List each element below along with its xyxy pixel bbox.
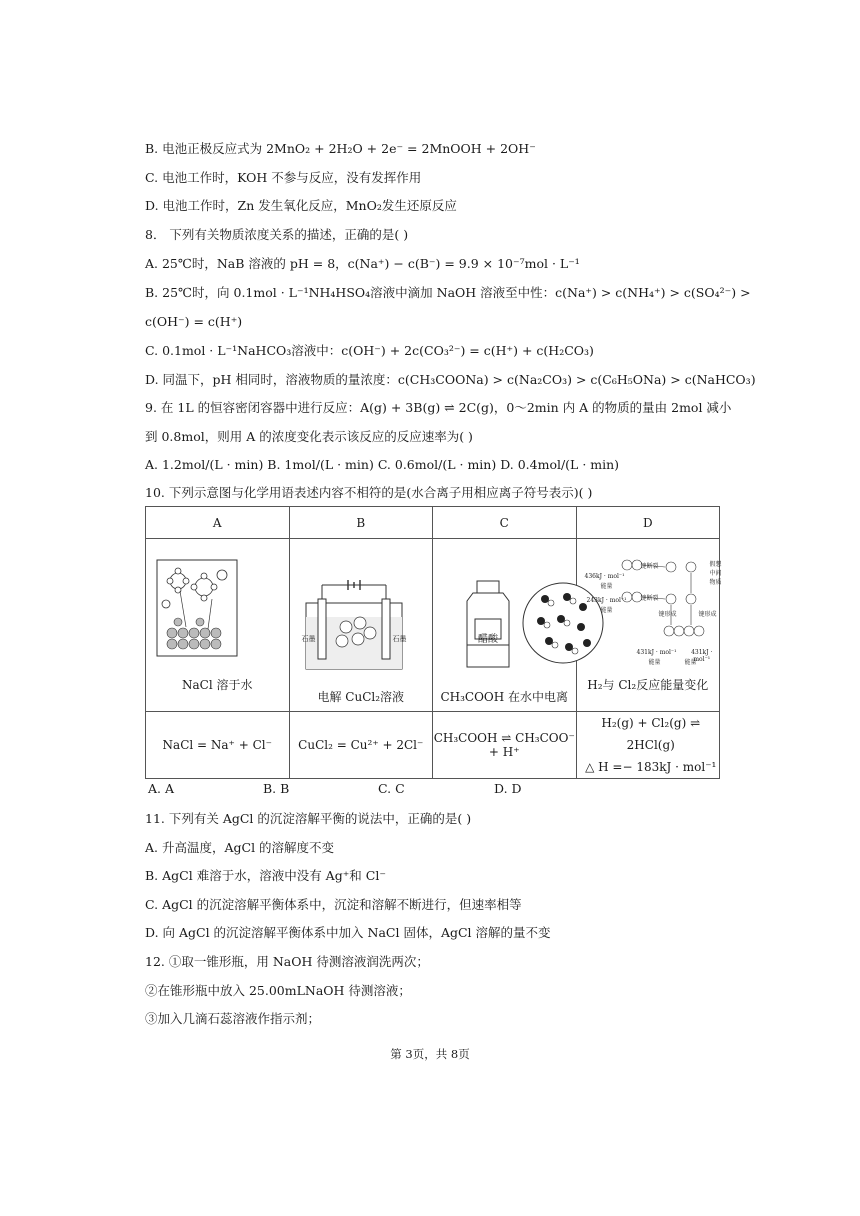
energy-431-a-label: 能量 [648,659,661,666]
equation-d [576,712,720,779]
energy-431-b-label: 能量 [684,659,697,666]
q10-option-d: D. D [494,781,522,796]
q10-option-a: A. A [148,781,175,796]
q8-option-c: C. 0.1mol · L⁻¹NaHCO₃溶液中：c(OH⁻) + 2c(CO₃²⁻) = c(H⁺) + c(H₂CO₃) [145,343,594,358]
table-header-c: C [433,507,577,539]
energy-243: 243kJ · mol⁻¹ [586,597,627,604]
q8-stem: 8． 下列有关物质浓度关系的描述，正确的是( ) [145,227,409,242]
q8-option-a: A. 25℃时，NaB 溶液的 pH = 8，c(Na⁺) − c(B⁻) = 9.9 × 10⁻⁷mol · L⁻¹ [145,256,580,271]
bond-form-2: 键形成 [698,611,717,618]
bond-break-2: 键断裂 [640,595,659,602]
equation-a: NaCl = Na⁺ + Cl⁻ [146,712,290,779]
q9-options: A. 1.2mol/(L · min) B. 1mol/(L · min) C. 0.6mol/(L · min) D. 0.4mol/(L · min) [145,457,620,472]
equation-d-reaction: H₂(g) + Cl₂(g) ⇌ 2HCl(g) [601,716,701,752]
q8-option-d: D. 同温下，pH 相同时，溶液物质的量浓度：c(CH₃COONa) > c(Na₂CO₃) > c(C₆H₅ONa) > c(NaHCO₃) [145,372,756,387]
table-header-d: D [576,507,720,539]
q11-option-c: C. AgCl 的沉淀溶解平衡体系中，沉淀和溶解不断进行，但速率相等 [145,897,522,912]
equation-b: CuCl₂ = Cu²⁺ + 2Cl⁻ [289,712,433,779]
equation-d-enthalpy: △ H =− 183kJ · mol⁻¹ [585,760,717,774]
q12-step-3: ③加入几滴石蕊溶液作指示剂； [145,1011,321,1026]
vinegar-label: 醋酸 [478,634,498,645]
q11-option-d: D. 向 AgCl 的沉淀溶解平衡体系中加入 NaCl 固体，AgCl 溶解的量不变 [145,925,551,940]
hypothetical-intermediate: 假想中间物质 [709,561,722,586]
q8-option-b: B. 25℃时，向 0.1mol · L⁻¹NH₄HSO₄溶液中滴加 NaOH 溶液至中性：c(Na⁺) > c(NH₄⁺) > c(SO₄²⁻) > [145,285,751,300]
caption-a: NaCl 溶于水 [182,678,253,692]
figure-cell-c [433,539,577,712]
q11-option-a: A. 升高温度，AgCl 的溶解度不变 [145,840,335,855]
bond-form-1: 键形成 [658,611,677,618]
q7-option-d: D. 电池工作时，Zn 发生氧化反应，MnO₂发生还原反应 [145,198,457,213]
q9-stem: 9. 在 1L 的恒容密闭容器中进行反应：A(g) + 3B(g) ⇌ 2C(g)，0～2min 内 A 的物质的量由 2mol 减小 [145,400,732,415]
nacl-dissolution-figure [156,559,238,657]
energy-436: 436kJ · mol⁻¹ [584,573,625,580]
caption-d: H₂与 Cl₂反应能量变化 [587,678,709,692]
q9-stem-cont: 到 0.8mol，则用 A 的浓度变化表示该反应的反应速率为( ) [145,429,473,444]
bond-break-1: 键断裂 [640,563,659,570]
energy-431-b: 431kJ · mol⁻¹ [691,649,713,663]
energy-431-a: 431kJ · mol⁻¹ [636,649,677,656]
q8-option-b-cont: c(OH⁻) = c(H⁺) [145,314,243,329]
figure-cell-d [576,539,720,712]
graphite-label-left: 石墨 [301,635,316,643]
q7-option-c: C. 电池工作时，KOH 不参与反应，没有发挥作用 [145,170,422,185]
q10-option-b: B. B [263,781,290,796]
equation-c: CH₃COOH ⇌ CH₃COO⁻ + H⁺ [433,712,577,779]
figure-cell-a [146,539,290,712]
q11-option-b: B. AgCl 难溶于水，溶液中没有 Ag⁺和 Cl⁻ [145,868,386,883]
q12-step-2: ②在锥形瓶中放入 25.00mLNaOH 待测溶液； [145,983,411,998]
q12-step-1: 12. ①取一锥形瓶，用 NaOH 待测溶液润洗两次； [145,954,429,969]
page-footer: 第 3页，共 8页 [390,1047,470,1061]
caption-c: CH₃COOH 在水中电离 [440,690,569,704]
q7-option-b: B. 电池正极反应式为 2MnO₂ + 2H₂O + 2e⁻ = 2MnOOH + 2OH⁻ [145,141,536,156]
energy-436-label: 能量 [600,583,613,590]
energy-243-label: 能量 [600,607,613,614]
table-header-b: B [289,507,433,539]
q10-option-c: C. C [378,781,405,796]
caption-b: 电解 CuCl₂溶液 [317,690,405,704]
q11-stem: 11. 下列有关 AgCl 的沉淀溶解平衡的说法中，正确的是( ) [145,811,472,826]
q10-stem: 10. 下列示意图与化学用语表述内容不相符的是(水合离子用相应离子符号表示)( ) [145,485,593,500]
table-header-a: A [146,507,290,539]
cucl2-electrolysis-figure [302,577,406,673]
figure-cell-b [289,539,433,712]
graphite-label-right: 石墨 [392,635,407,643]
q10-table [145,506,720,779]
